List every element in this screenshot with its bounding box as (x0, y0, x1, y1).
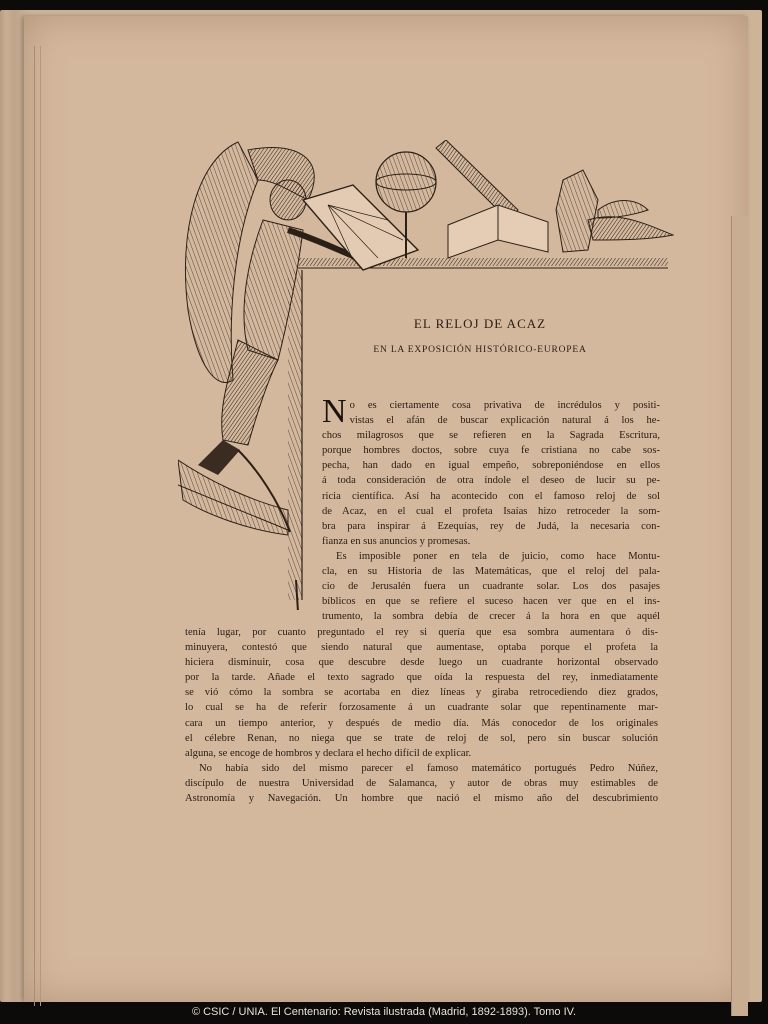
text-line: se vió cómo la sombra se acortaba en diez líneas y giraba retrocediendo diez grados, (185, 687, 658, 699)
article-subtitle: EN LA EXPOSICIÓN HISTÓRICO-EUROPEA (373, 345, 587, 355)
copyright-footer: © CSIC / UNIA. El Centenario: Revista ilustrada (Madrid, 1892-1893). Tomo IV. (191, 1006, 577, 1018)
text-line: á toda consideración de otra índole el deseo de lucir su pe- (322, 475, 660, 487)
text-line: de Acaz, en el cual el profeta Isaías hizo retroceder la som- (322, 505, 660, 517)
text-line: el célebre Renan, no niega que se trate de reloj de sol, pero sin buscar solución (185, 732, 658, 744)
article-title: EL RELOJ DE ACAZ (413, 316, 547, 331)
text-line: o es ciertamente cosa privativa de incrédulos y positi- (349, 400, 660, 411)
text-line: cara un tiempo anterior, y después de medio día. Más conocedor de los originales (185, 717, 658, 729)
text-line: ricia científica. Así ha acontecido con el famoso reloj de sol (322, 490, 660, 502)
text-line: lo cual se ha de referir forzosamente á un cuadrante solar que repentinamente mar- (185, 702, 658, 714)
text-line: hiciera disminuir, cosa que descubre desde luego un cuadrante horizontal observado (185, 657, 658, 669)
text-line: por la tarde. Añade el texto sagrado que oída la respuesta del rey, inmediatamente (185, 672, 658, 684)
article-body-column-lower (185, 625, 658, 806)
text-line: alguna, se encoge de hombros y declara el hecho difícil de explicar. (185, 747, 472, 759)
next-page-edge (731, 216, 748, 1016)
text-line: chos milagrosos que se refieren en la Sagrada Escritura, (322, 430, 660, 442)
text-line: Astronomía y Navegación. Un hombre que nació el mismo año del descubrimiento (185, 793, 658, 805)
text-line: porque hombres doctos, sobre cuya fe cristiana no cabe sos- (322, 445, 660, 457)
text-line: bíblicos en que se refiere el suceso hacen ver que en el ins- (322, 596, 660, 608)
text-line: tenía lugar, por cuanto preguntado el rey si quería que esa sombra aumentara ó dis- (185, 627, 658, 638)
text-line: cla, en su Historia de las Matemáticas, que el reloj del pala- (322, 566, 660, 578)
article-body-column-upper (322, 393, 660, 624)
text-line: cio de Jerusalén fuera un cuadrante solar. Los dos pasajes (322, 581, 660, 593)
text-line: trumento, la sombra debía de crecer á la hora en que aquél (322, 611, 660, 623)
text-line: pecha, han dado en igual empeño, sobreponiéndose en ellos (322, 460, 660, 472)
text-line: discípulo de nuestra Universidad de Salamanca, y autor de obras muy estimables de (185, 777, 658, 789)
text-line: fianza en sus anuncios y promesas. (322, 535, 471, 547)
text-line: No había sido del mismo parecer el famoso matemático portugués Pedro Núñez, (199, 762, 658, 774)
text-line: Es imposible poner en tela de juicio, como hace Montu- (336, 550, 660, 562)
text-line: minuyera, contestó que siendo natural que aumentase, optaba porque el profeta la (185, 642, 658, 654)
page-edge-line (40, 46, 41, 1006)
text-line: vistas el afán de buscar explicación natural á los he- (349, 415, 660, 427)
drop-cap: N (322, 393, 347, 430)
text-line: bra para inspirar á Ezequías, rey de Judá, la necesaria con- (322, 520, 660, 532)
page-edge-line (34, 46, 35, 1006)
